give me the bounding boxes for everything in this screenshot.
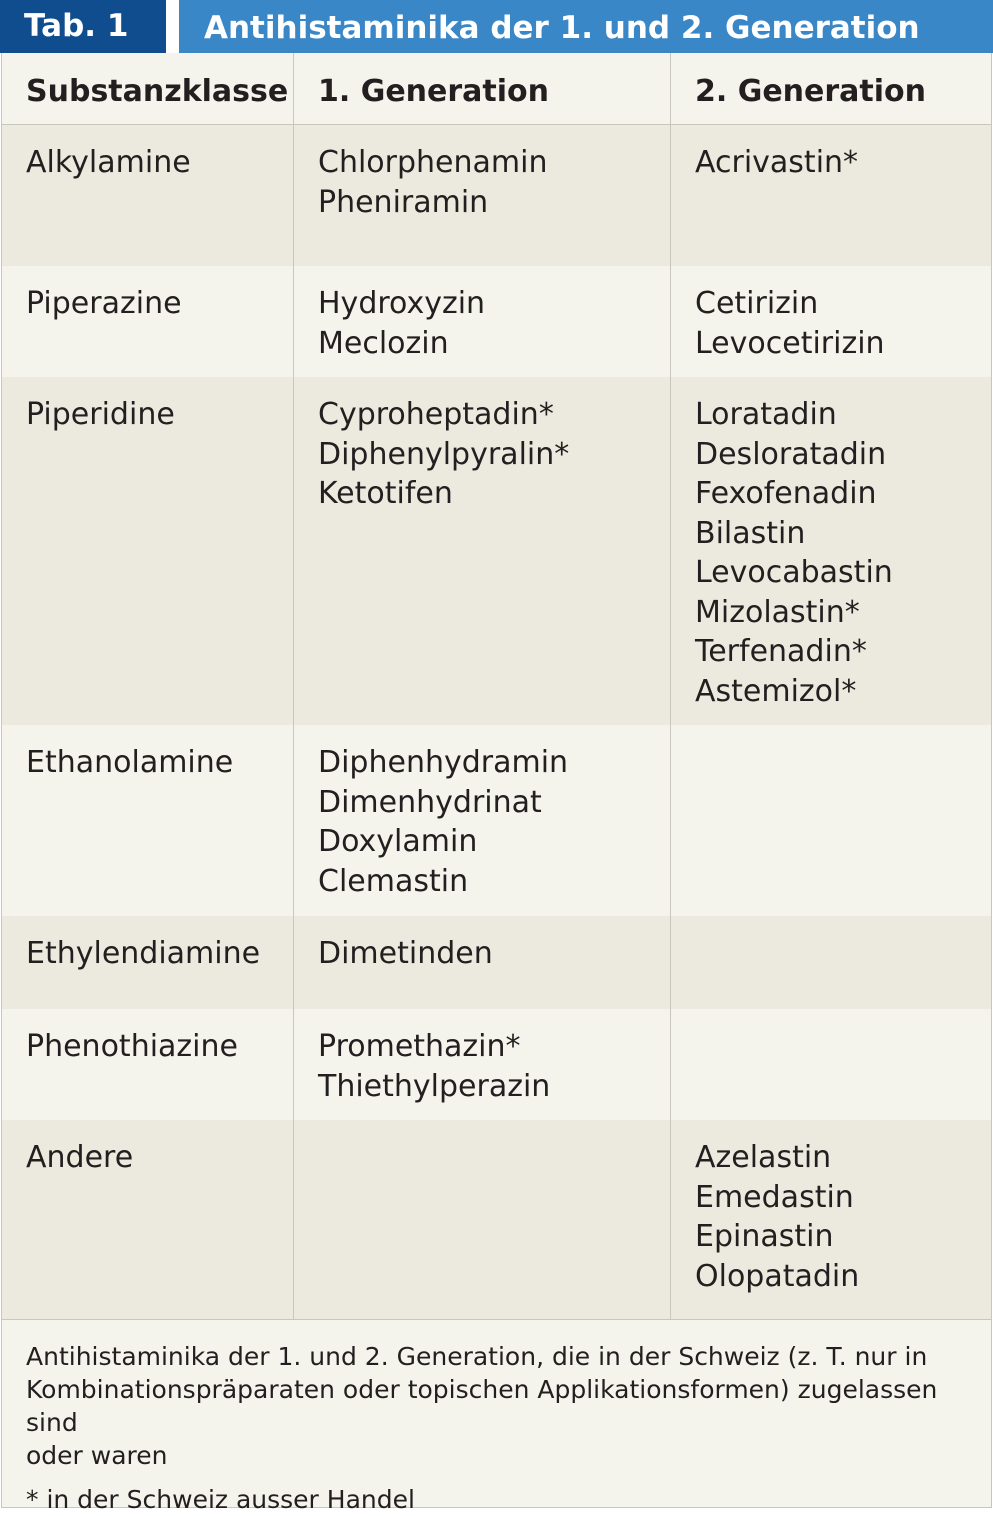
substance-class-cell: Alkylamine bbox=[26, 145, 191, 180]
column-header-first-generation: 1. Generation bbox=[293, 53, 670, 124]
caption-line: oder waren bbox=[26, 1441, 168, 1470]
substance-class-cell: Ethylendiamine bbox=[26, 936, 261, 971]
column-header-substance-class: Substanzklasse bbox=[26, 74, 289, 109]
table-number-label: Tab. 1 bbox=[0, 0, 166, 53]
column-header-second-generation: 2. Generation bbox=[670, 53, 991, 124]
table-footnote bbox=[1, 1319, 992, 1514]
asterisk-note: * in der Schweiz ausser Handel bbox=[26, 1485, 415, 1514]
table-body bbox=[2, 125, 991, 1319]
drug-name: Desloratadin bbox=[695, 436, 887, 472]
drug-name: Chlorphenamin bbox=[318, 145, 548, 180]
second-generation-cell bbox=[670, 1009, 991, 1120]
drug-name: Dimetinden bbox=[318, 936, 493, 971]
table-row bbox=[2, 916, 991, 1009]
first-generation-cell bbox=[293, 725, 670, 916]
drug-name: Cetirizin bbox=[695, 286, 819, 321]
second-generation-cell bbox=[670, 1120, 991, 1319]
drug-name: Acrivastin* bbox=[695, 145, 859, 180]
second-generation-cell bbox=[670, 125, 991, 266]
drug-name: Meclozin bbox=[318, 325, 449, 361]
table-row bbox=[2, 725, 991, 916]
first-generation-cell bbox=[293, 125, 670, 266]
drug-name: Ketotifen bbox=[318, 476, 453, 511]
substance-class-cell: Piperazine bbox=[26, 286, 182, 321]
substance-class-cell: Piperidine bbox=[26, 397, 175, 432]
drug-name: Loratadin bbox=[695, 397, 837, 432]
drug-name: Diphenylpyralin* bbox=[318, 436, 570, 472]
second-generation-cell bbox=[670, 916, 991, 1009]
drug-name: Epinastin bbox=[695, 1219, 834, 1254]
first-generation-cell bbox=[293, 266, 670, 377]
drug-name: Levocetirizin bbox=[695, 325, 885, 361]
table-title: Antihistaminika der 1. und 2. Generation bbox=[179, 0, 993, 53]
antihistamine-table bbox=[1, 53, 992, 1319]
substance-class-cell: Ethanolamine bbox=[26, 745, 234, 780]
caption-line: Antihistaminika der 1. und 2. Generation, die in der Schweiz (z. T. nur in bbox=[26, 1342, 928, 1371]
table-row bbox=[2, 377, 991, 725]
drug-name: Pheniramin bbox=[318, 184, 489, 220]
drug-name: Hydroxyzin bbox=[318, 286, 486, 321]
first-generation-cell bbox=[293, 916, 670, 1009]
drug-name: Dimenhydrinat bbox=[318, 784, 542, 820]
drug-name: Fexofenadin bbox=[695, 476, 877, 511]
first-generation-cell bbox=[293, 377, 670, 725]
drug-name: Emedastin bbox=[695, 1179, 854, 1215]
drug-name: Thiethylperazin bbox=[318, 1068, 551, 1104]
table-row bbox=[2, 125, 991, 266]
table-header-bar bbox=[0, 0, 993, 53]
drug-name: Promethazin* bbox=[318, 1029, 521, 1064]
drug-name: Olopatadin bbox=[695, 1258, 860, 1294]
second-generation-cell bbox=[670, 377, 991, 725]
drug-name: Astemizol* bbox=[695, 673, 857, 709]
drug-name: Clemastin bbox=[318, 863, 469, 899]
drug-name: Bilastin bbox=[695, 515, 806, 551]
drug-name: Diphenhydramin bbox=[318, 745, 569, 780]
drug-name: Levocabastin bbox=[695, 555, 893, 590]
first-generation-cell bbox=[293, 1120, 670, 1319]
substance-class-cell: Phenothiazine bbox=[26, 1029, 238, 1064]
second-generation-cell bbox=[670, 725, 991, 916]
drug-name: Azelastin bbox=[695, 1140, 832, 1175]
column-header-row bbox=[2, 53, 991, 125]
drug-name: Terfenadin* bbox=[695, 634, 867, 669]
table-caption bbox=[26, 1340, 969, 1472]
drug-name: Cyproheptadin* bbox=[318, 397, 554, 432]
table-row bbox=[2, 1009, 991, 1120]
first-generation-cell bbox=[293, 1009, 670, 1120]
caption-line: Kombinationspräparaten oder topischen Applikationsformen) zugelassen sind bbox=[26, 1375, 938, 1437]
table-row bbox=[2, 1120, 991, 1319]
substance-class-cell: Andere bbox=[26, 1140, 134, 1175]
second-generation-cell bbox=[670, 266, 991, 377]
drug-name: Doxylamin bbox=[318, 824, 478, 859]
drug-name: Mizolastin* bbox=[695, 594, 860, 630]
table-row bbox=[2, 266, 991, 377]
